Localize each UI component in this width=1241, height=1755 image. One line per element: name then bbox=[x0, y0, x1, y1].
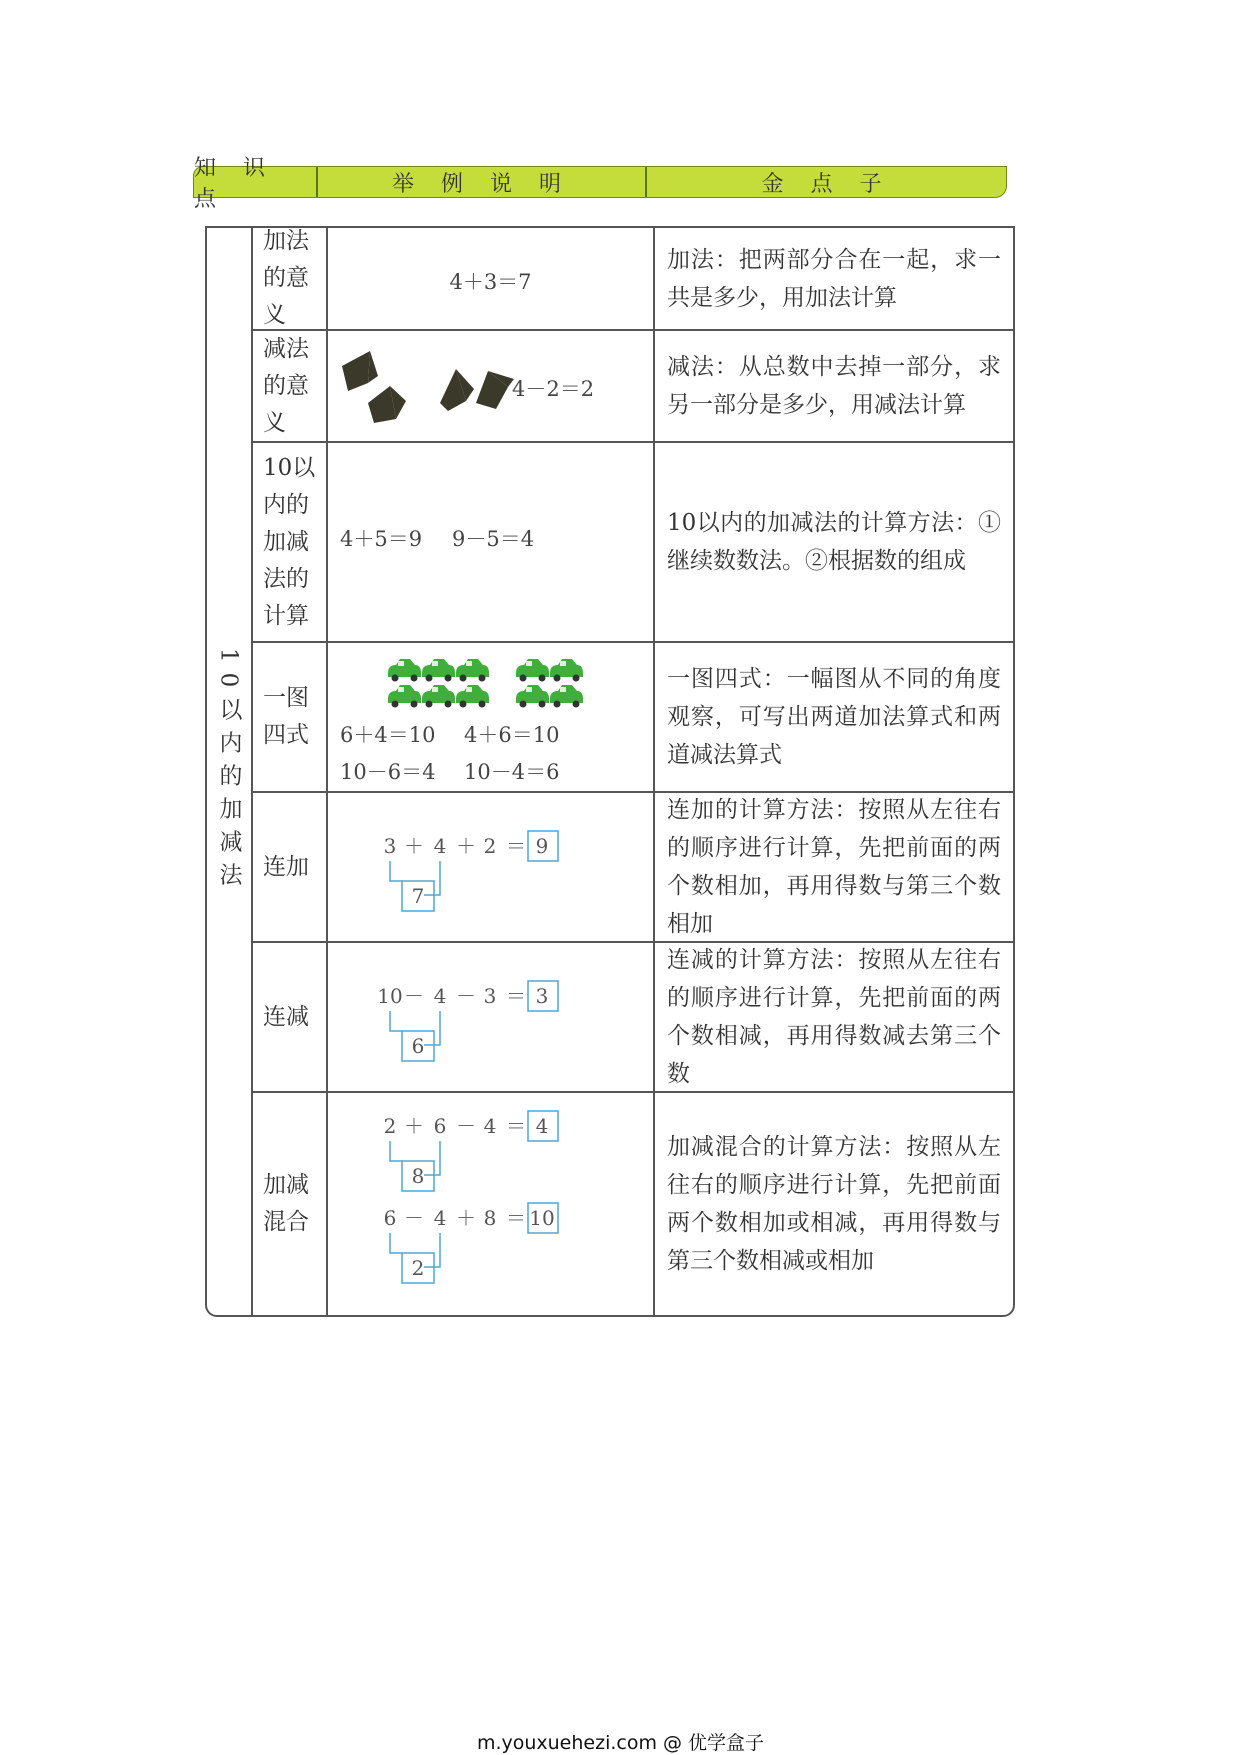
car-icon bbox=[550, 685, 583, 708]
example-cell bbox=[328, 1093, 655, 1315]
result-value: 10 bbox=[529, 1206, 555, 1230]
bracket-right bbox=[424, 861, 440, 895]
table-row bbox=[253, 643, 1013, 793]
second-operand: 4 bbox=[433, 834, 447, 858]
bracket-left bbox=[390, 1233, 402, 1253]
first-operator: ＋ bbox=[404, 1114, 424, 1138]
table-row bbox=[253, 228, 1013, 331]
tip-cell: 加减混合的计算方法：按照从左往右的顺序进行计算，先把前面两个数相加或相减，再用得数与第三个数相减或相加 bbox=[667, 1134, 1001, 1274]
equation-3: 10－6＝4 bbox=[340, 760, 436, 784]
second-operand: 4 bbox=[433, 984, 447, 1008]
header-golden-tip: 金 点 子 bbox=[761, 171, 892, 197]
tip-cell: 加法：把两部分合在一起，求一共是多少，用加法计算 bbox=[667, 246, 1001, 311]
topic-cell: 连减 bbox=[253, 943, 328, 1091]
butterfly-icon bbox=[342, 351, 378, 391]
butterfly-icon bbox=[368, 386, 406, 423]
example-equation: 4－2＝2 bbox=[512, 377, 595, 401]
third-operand: 2 bbox=[483, 834, 497, 858]
chain-diagram bbox=[328, 1103, 653, 1203]
side-title: 10以内的加减法 bbox=[215, 647, 242, 896]
cars-illustration bbox=[328, 651, 655, 721]
equation-4: 10－4＝6 bbox=[464, 760, 560, 784]
equals-sign: ＝ bbox=[506, 984, 526, 1008]
equation-2: 4＋6＝10 bbox=[464, 723, 560, 747]
knowledge-table bbox=[205, 226, 1015, 1317]
header-knowledge-point: 知 识 点 bbox=[194, 167, 318, 197]
second-operand: 4 bbox=[433, 1206, 447, 1230]
side-title-cell bbox=[207, 228, 253, 1315]
equals-sign: ＝ bbox=[506, 1114, 526, 1138]
example-equation: 4＋5＝9 bbox=[340, 527, 423, 551]
intermediate-value: 8 bbox=[411, 1164, 425, 1188]
example-cell bbox=[328, 228, 655, 329]
bracket-right bbox=[424, 1141, 440, 1175]
example-cell bbox=[328, 793, 655, 941]
topic-cell: 加法的意义 bbox=[253, 228, 328, 329]
first-operand: 3 bbox=[383, 834, 397, 858]
first-operator: ＋ bbox=[404, 834, 424, 858]
third-operand: 8 bbox=[483, 1206, 497, 1230]
butterflies-illustration bbox=[328, 331, 655, 439]
car-icon bbox=[456, 659, 489, 682]
table-row bbox=[253, 1093, 1013, 1315]
result-value: 9 bbox=[535, 834, 549, 858]
example-equation: 4＋3＝7 bbox=[449, 270, 532, 294]
equals-sign: ＝ bbox=[506, 834, 526, 858]
first-operand: 6 bbox=[383, 1206, 397, 1230]
topic-cell: 连加 bbox=[253, 793, 328, 941]
intermediate-value: 2 bbox=[411, 1256, 425, 1280]
example-cell bbox=[328, 443, 655, 641]
second-operator: － bbox=[456, 984, 476, 1008]
second-operand: 6 bbox=[433, 1114, 447, 1138]
bracket-left bbox=[390, 861, 402, 881]
third-operand: 3 bbox=[483, 984, 497, 1008]
equation-1: 6＋4＝10 bbox=[340, 723, 436, 747]
car-icon bbox=[422, 685, 455, 708]
first-operand: 2 bbox=[383, 1114, 397, 1138]
bracket-right bbox=[424, 1011, 440, 1045]
topic-cell: 减法的意义 bbox=[253, 331, 328, 441]
car-icon bbox=[456, 685, 489, 708]
tip-cell: 一图四式：一幅图从不同的角度观察，可写出两道加法算式和两道减法算式 bbox=[667, 666, 1001, 768]
table-header bbox=[193, 156, 1007, 212]
topic-cell: 一图四式 bbox=[253, 643, 328, 791]
footer-watermark: m.youxuehezi.com @ 优学盒子 bbox=[476, 1732, 765, 1754]
third-operand: 4 bbox=[483, 1114, 497, 1138]
car-icon bbox=[388, 659, 421, 682]
first-operand: 10 bbox=[377, 984, 403, 1008]
car-icon bbox=[388, 685, 421, 708]
table-row bbox=[253, 443, 1013, 643]
table-row bbox=[253, 793, 1013, 943]
example-cell bbox=[328, 643, 655, 791]
car-icon bbox=[550, 659, 583, 682]
intermediate-value: 7 bbox=[411, 884, 425, 908]
bracket-left bbox=[390, 1011, 402, 1031]
first-operator: － bbox=[404, 984, 424, 1008]
table-row bbox=[253, 331, 1013, 443]
example-cell bbox=[328, 331, 655, 441]
topic-cell: 10以内的加减法的计算 bbox=[253, 443, 328, 641]
second-operator: － bbox=[456, 1114, 476, 1138]
result-value: 4 bbox=[535, 1114, 549, 1138]
intermediate-value: 6 bbox=[411, 1034, 425, 1058]
result-value: 3 bbox=[535, 984, 549, 1008]
car-icon bbox=[516, 659, 549, 682]
example-equation: 9－5＝4 bbox=[452, 527, 535, 551]
header-example: 举 例 说 明 bbox=[318, 167, 647, 197]
second-operator: ＋ bbox=[456, 834, 476, 858]
first-operator: － bbox=[404, 1206, 424, 1230]
tip-cell: 减法：从总数中去掉一部分，求另一部分是多少，用减法计算 bbox=[667, 354, 1001, 418]
butterfly-icon bbox=[440, 369, 474, 411]
bracket-left bbox=[390, 1141, 402, 1161]
tip-cell: 连减的计算方法：按照从左往右的顺序进行计算，先把前面的两个数相减，再用得数减去第三个数 bbox=[667, 947, 1001, 1087]
bracket-right bbox=[424, 1233, 440, 1267]
car-icon bbox=[422, 659, 455, 682]
second-operator: ＋ bbox=[456, 1206, 476, 1230]
car-icon bbox=[516, 685, 549, 708]
tip-cell: 连加的计算方法：按照从左往右的顺序进行计算，先把前面的两个数相加，再用得数与第三个数相加 bbox=[667, 797, 1001, 937]
butterfly-icon bbox=[476, 371, 514, 409]
table-row bbox=[253, 943, 1013, 1093]
chain-diagram bbox=[328, 973, 653, 1073]
equals-sign: ＝ bbox=[506, 1206, 526, 1230]
chain-diagram bbox=[328, 823, 653, 923]
tip-cell: 10以内的加减法的计算方法：①继续数数法。②根据数的组成 bbox=[667, 510, 1001, 574]
example-cell bbox=[328, 943, 655, 1091]
chain-diagram bbox=[328, 1195, 653, 1295]
topic-cell: 加减混合 bbox=[253, 1093, 328, 1315]
